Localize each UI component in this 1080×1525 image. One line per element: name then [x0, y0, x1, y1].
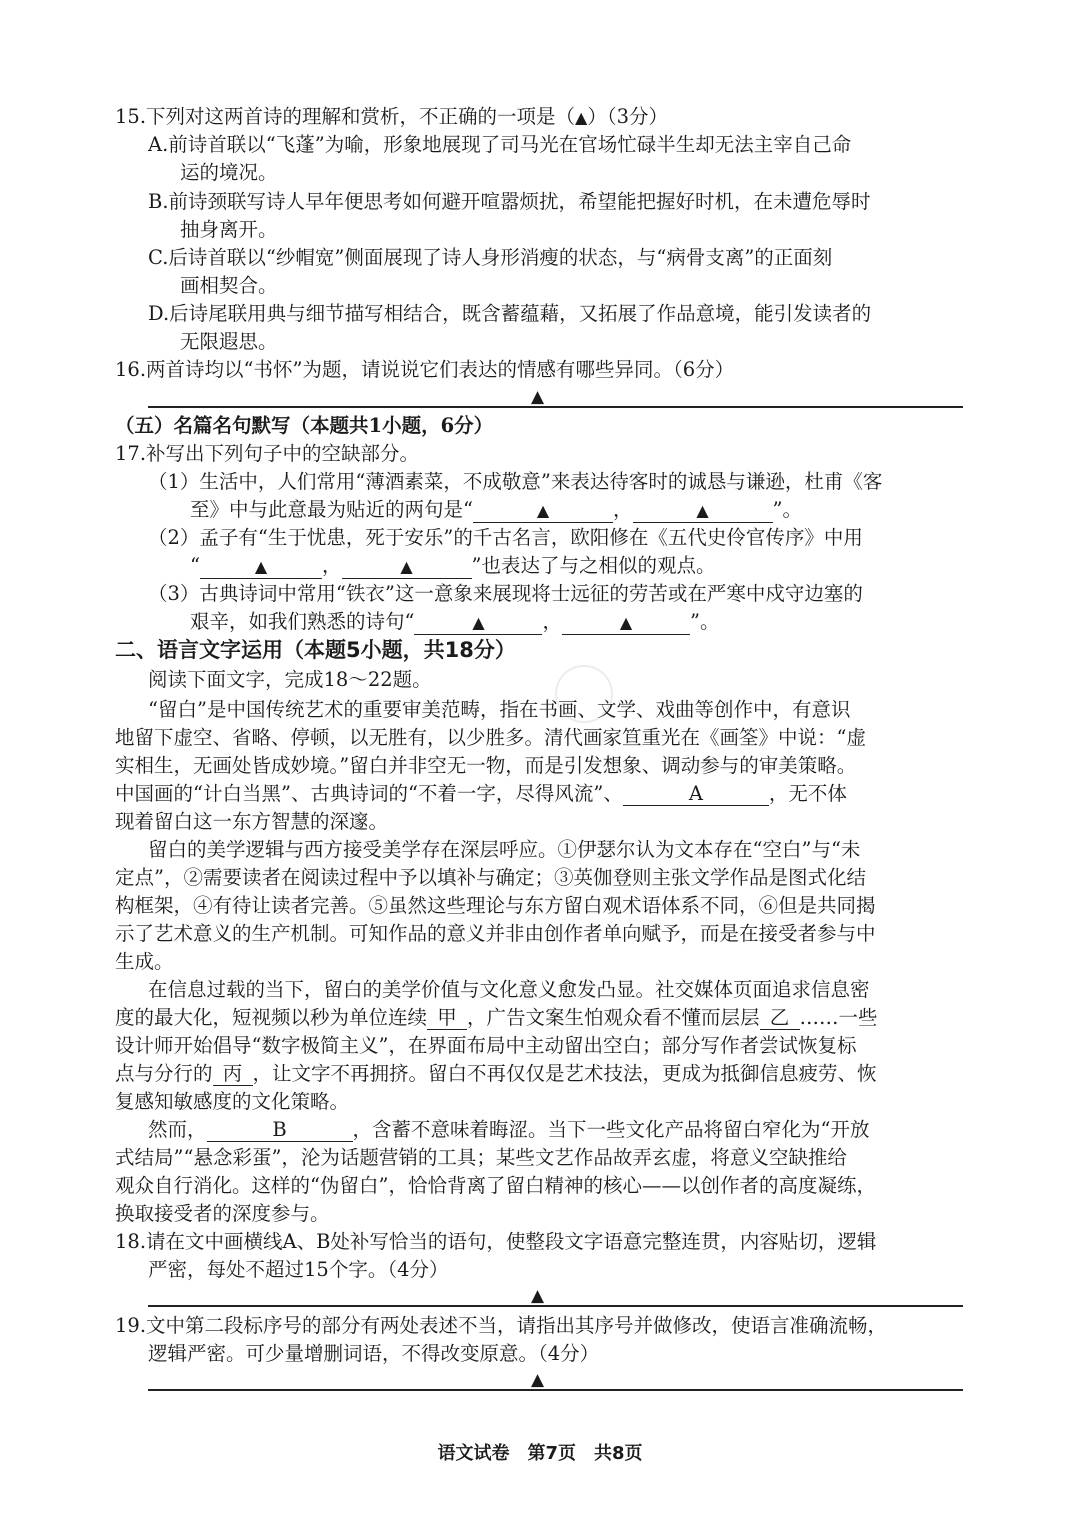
passage-line: 定点”，②需要读者在阅读过程中予以填补与确定；③英伽登则主张文学作品是图式化结 — [115, 866, 866, 889]
q17-item-2: （2）孟子有“生于忧患，死于安乐”的千古名言，欧阳修在《五代史伶官传序》中用 — [148, 526, 863, 549]
q15-stem-text: 15.下列对这两首诗的理解和赏析，不正确的一项是（ — [115, 105, 576, 128]
q17-text: ”也表达了与之相似的观点。 — [471, 554, 716, 577]
fill-blank[interactable] — [414, 611, 542, 635]
passage-line: 换取接受者的深度参与。 — [115, 1202, 330, 1225]
q15-option-a: A.前诗首联以“飞蓬”为喻，形象地展现了司马光在官场忙碌半生却无法主宰自己命 — [148, 133, 852, 156]
q17-text: “ — [190, 554, 200, 577]
section-title: 二、语言文字运用（本题5小题，共18分） — [115, 638, 516, 662]
passage-line — [115, 1004, 878, 1032]
q17-item-1: （1）生活中，人们常用“薄酒素菜，不成敬意”来表达待客时的诚恳与谦逊，杜甫《客 — [148, 470, 883, 493]
section-title: （五）名篇名句默写（本题共1小题，6分） — [115, 414, 494, 437]
passage-line: 实相生，无画处皆成妙境。”留白并非空无一物，而是引发想象、调动参与的审美策略。 — [115, 754, 857, 777]
passage-line: 复感知敏感度的文化策略。 — [115, 1090, 350, 1113]
q17-stem: 17.补写出下列句子中的空缺部分。 — [115, 442, 420, 465]
q15-option-c-cont: 画相契合。 — [180, 274, 278, 297]
answer-mark-icon: ▲ — [536, 501, 550, 520]
reading-intro: 阅读下面文字，完成18～22题。 — [148, 668, 432, 691]
fill-blank[interactable] — [473, 499, 613, 523]
q17-item-3-blanks — [190, 608, 719, 636]
fill-blank[interactable] — [633, 499, 773, 523]
passage-line — [115, 1060, 877, 1088]
passage-text: ……一些 — [799, 1006, 878, 1029]
passage-text: 中国画的“计白当黑”、古典诗词的“不着一字，尽得风流”、 — [115, 782, 623, 805]
passage-line: 生成。 — [115, 950, 174, 973]
q15-option-d-cont: 无限遐思。 — [180, 330, 278, 353]
q18-stem-cont: 严密，每处不超过15个字。（4分） — [148, 1258, 449, 1281]
passage-line: 留白的美学逻辑与西方接受美学存在深层呼应。①伊瑟尔认为文本存在“空白”与“未 — [148, 838, 861, 861]
q17-item-3: （3）古典诗词中常用“铁衣”这一意象来展现将士远征的劳苦或在严寒中戍守边塞的 — [148, 582, 863, 605]
passage-line: 设计师开始倡导“数字极简主义”，在界面布局中主动留出空白；部分写作者尝试恢复标 — [115, 1034, 857, 1057]
passage-line: 构框架，④有待让读者完善。⑤虽然这些理论与东方留白观术语体系不同，⑥但是共同揭 — [115, 894, 876, 917]
q16-stem: 16.两首诗均以“书怀”为题，请说说它们表达的情感有哪些异同。（6分） — [115, 358, 735, 381]
blank-a: A — [623, 783, 769, 806]
blank-bing: 丙 — [213, 1063, 253, 1086]
q17-text: 至》中与此意最为贴近的两句是“ — [190, 498, 473, 521]
passage-line: 观众自行消化。这样的“伪留白”，恰恰背离了留白精神的核心——以创作者的高度凝练， — [115, 1174, 876, 1197]
passage-line — [148, 1116, 870, 1144]
passage-text: 然而， — [148, 1118, 207, 1141]
passage-text: ，无不体 — [768, 782, 847, 805]
passage-line — [115, 780, 847, 808]
answer-mark-icon: ▲ — [696, 501, 709, 520]
q17-text: ， — [542, 610, 562, 633]
blank-yi: 乙 — [760, 1007, 800, 1030]
q17-text: ”。 — [772, 498, 802, 521]
blank-jia: 甲 — [427, 1007, 467, 1030]
q15-option-a-cont: 运的境况。 — [180, 161, 278, 184]
answer-mark-icon: ▲ — [400, 557, 413, 576]
q17-text: ， — [321, 554, 342, 577]
q19-stem-cont: 逻辑严密。可少量增删词语，不得改变原意。（4分） — [148, 1342, 600, 1365]
answer-mark-icon: ▲ — [531, 387, 545, 407]
answer-mark-icon: ▲ — [531, 1370, 545, 1390]
page-footer: 语文试卷 第7页 共8页 — [437, 1443, 643, 1464]
answer-mark-icon: ▲ — [472, 613, 485, 632]
passage-text: ，广告文案生怕观众看不懂而层层 — [467, 1006, 760, 1029]
answer-mark-icon: ▲ — [619, 613, 633, 632]
q15-score: ）（3分） — [587, 105, 668, 128]
q15-stem — [115, 103, 668, 132]
passage-line: 在信息过载的当下，留白的美学价值与文化意义愈发凸显。社交媒体页面追求信息密 — [148, 978, 870, 1001]
q17-text: ， — [612, 498, 633, 521]
q17-item-1-blanks — [190, 496, 802, 524]
q17-text: 艰辛，如我们熟悉的诗句“ — [190, 610, 415, 633]
q15-option-b-cont: 抽身离开。 — [180, 218, 278, 241]
answer-mark-icon: ▲ — [254, 557, 268, 576]
passage-line: “留白”是中国传统艺术的重要审美范畴，指在书画、文学、戏曲等创作中，有意识 — [148, 698, 851, 721]
fill-blank[interactable] — [562, 611, 690, 635]
passage-text: ，含蓄不意味着晦涩。当下一些文化产品将留白窄化为“开放 — [352, 1118, 870, 1141]
q15-option-d: D.后诗尾联用典与细节描写相结合，既含蓄蕴藉，又拓展了作品意境，能引发读者的 — [148, 302, 872, 325]
q15-option-b: B.前诗颈联写诗人早年便思考如何避开喧嚣烦扰，希望能把握好时机，在未遭危辱时 — [148, 190, 871, 213]
blank-b: B — [207, 1119, 353, 1142]
passage-line: 示了艺术意义的生产机制。可知作品的意义并非由创作者单向赋予，而是在接受者参与中 — [115, 922, 876, 945]
passage-text: ，让文字不再拥挤。留白不再仅仅是艺术技法，更成为抵御信息疲劳、恢 — [252, 1062, 877, 1085]
q19-stem: 19.文中第二段标序号的部分有两处表述不当，请指出其序号并做修改，使语言准确流畅， — [115, 1314, 888, 1337]
q18-stem: 18.请在文中画横线A、B处补写恰当的语句，使整段文字语意完整连贯，内容贴切，逻辑 — [115, 1230, 877, 1253]
answer-line — [148, 406, 963, 408]
answer-mark-icon: ▲ — [531, 1286, 545, 1306]
answer-line — [148, 1389, 963, 1391]
fill-blank[interactable] — [200, 555, 322, 579]
passage-text: 点与分行的 — [115, 1062, 213, 1085]
answer-line — [148, 1305, 963, 1307]
q15-option-c: C.后诗首联以“纱帽宽”侧面展现了诗人身形消瘦的状态，与“病骨支离”的正面刻 — [148, 246, 833, 269]
q17-item-2-blanks — [190, 552, 715, 580]
passage-line: 式结局”“悬念彩蛋”，沦为话题营销的工具；某些文艺作品故弄玄虚，将意义空缺推给 — [115, 1146, 847, 1169]
passage-line: 现着留白这一东方智慧的深邃。 — [115, 810, 389, 833]
fill-blank[interactable] — [342, 555, 472, 579]
q17-text: ”。 — [690, 610, 720, 633]
passage-text: 度的最大化，短视频以秒为单位连续 — [115, 1006, 428, 1029]
answer-mark-icon: ▲ — [575, 108, 588, 127]
passage-line: 地留下虚空、省略、停顿，以无胜有，以少胜多。清代画家笪重光在《画筌》中说：“虚 — [115, 726, 866, 749]
